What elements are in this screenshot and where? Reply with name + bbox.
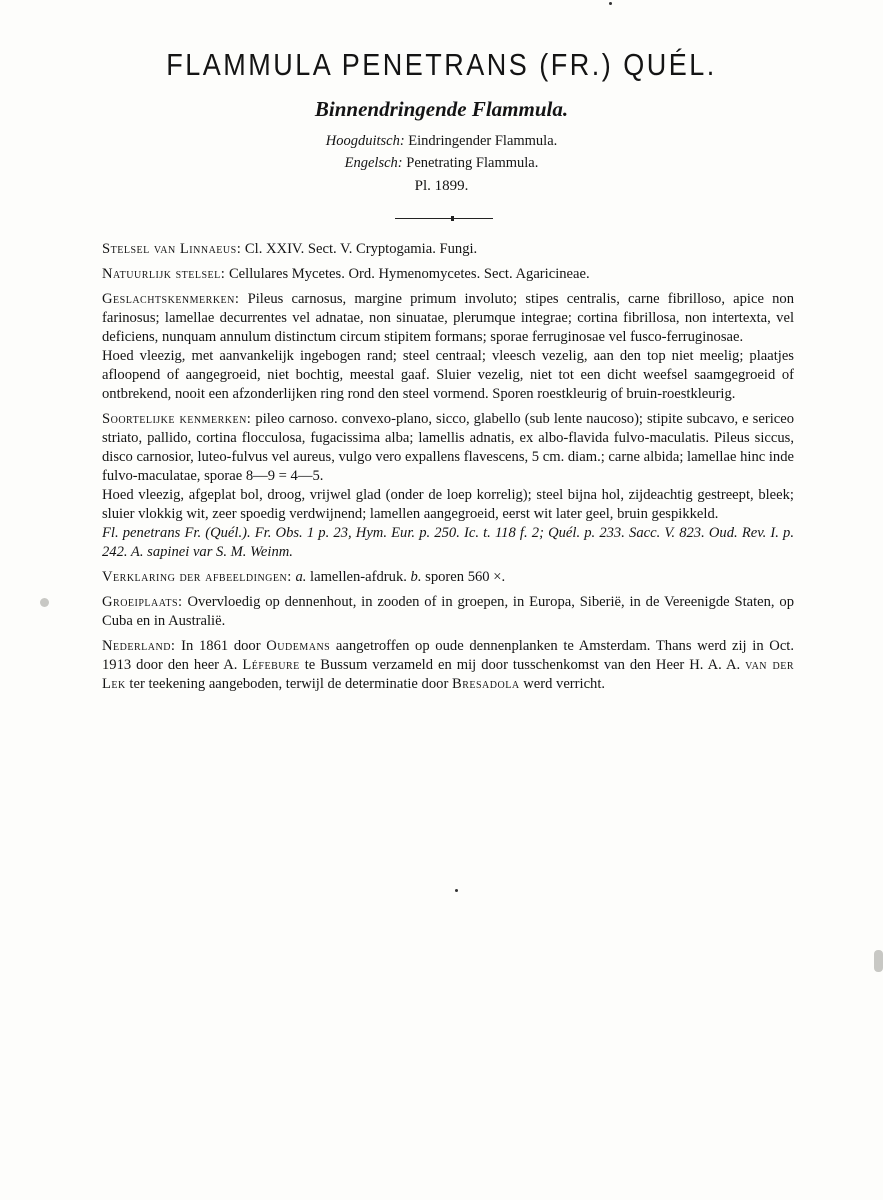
dutch-common-name: Binnendringende Flammula. [314,97,569,121]
paper-speck [609,2,612,5]
name-oudemans: Oudemans [266,638,331,654]
netherlands-text-4: ter teekening aangeboden, terwijl de determinatie door [129,676,449,692]
netherlands-text-3: te Bussum verzameld en mij door tusschenkomst van den Heer H. A. A. [304,657,741,673]
name-lefebure: Léfebure [242,657,300,673]
netherlands-label: Nederland: [102,638,176,654]
genus-latin-text: Pileus carnosus, margine primum involuto; stipes centralis, carne fibrilloso, apice non farinosus; lamellae decurrentes vel adnatae, non sinuatae, plerumque integrae; cortina fibrillosa, non intertexta, vel deficiens, nunquam annulum distinctum circum stipitem formans; sporae ferruginosae vel fusco-ferruginosae. [102,291,794,345]
netherlands-text-2: aangetroffen op oude dennenplanken te Amsterdam. Thans werd zij in Oct. 1913 door den heer A. [102,638,794,673]
linnaeus-label: Stelsel van Linnaeus: [102,241,242,257]
species-dutch-text: Hoed vleezig, afgeplat bol, droog, vrijwel glad (onder de loep korrelig); steel bijna hol, zijdeachtig gestreept, bleek; sluier vlokkig wit, zeer spoedig verdwijnend; lamellen aangegroeid, eerst wit later geel, bruin gespikkeld. [102,487,794,522]
species-dutch-paragraph [102,486,794,524]
species-latin-paragraph [102,410,794,486]
netherlands-paragraph [102,637,794,694]
species-latin-text: pileo carnoso. convexo-plano, sicco, glabello (sub lente naucoso); stipite subcavo, e sericeo striato, pallido, cortina flocculosa, fugacissima alba; lamellis adnatis, ex albo-flavida fulvo-maculatis. Pileus siccus, disco carnosior, luteo-fulvus vel aureus, vulgo vero expallens flavescens, 5 cm. diam.; carne albida; lamellae hinc inde fulvo-maculatae, sporae 8—9 = 4—5. [102,411,794,484]
figures-paragraph [102,568,794,587]
natural-system-text: Cellulares Mycetes. Ord. Hymenomycetes. Sect. Agaricineae. [228,266,590,282]
paper-smudge [40,598,49,607]
german-label: Hoogduitsch: [325,133,405,149]
figure-a-text: lamellen-afdruk. [310,569,407,585]
german-name: Eindringender Flammula. [408,133,558,149]
genus-dutch-paragraph [102,347,794,404]
references-text: Fl. penetrans Fr. (Quél.). Fr. Obs. 1 p. 23, Hym. Eur. p. 250. Ic. t. 118 f. 2; Quél. p. 233. Sacc. V. 823. Oud. Rev. I. p. 242. A. sapinei var S. M. Weinm. [102,525,794,560]
name-bresadola: Bresadola [451,676,520,692]
english-label: Engelsch: [344,155,403,171]
netherlands-text-1: In 1861 door [181,638,261,654]
habitat-text: Overvloedig op dennenhout, in zooden of in groepen, in Europa, Siberië, in de Vereenigde Staten, op Cuba en in Australië. [102,594,794,629]
title-divider [395,218,493,219]
name-van-der-lek: van der Lek [102,657,794,692]
genus-label: Geslachtskenmerken: [102,291,240,307]
natural-system-paragraph [102,265,794,284]
paper-speck [455,889,458,892]
habitat-paragraph [102,593,794,631]
divider-ornament [451,216,454,221]
german-name-line [0,133,883,150]
linnaeus-paragraph [102,240,794,259]
natural-system-label: Natuurlijk stelsel: [102,266,226,282]
page-title: FLAMMULA PENETRANS (FR.) QUÉL. [166,48,717,82]
figure-b-text: sporen 560 ×. [425,569,506,585]
figures-label: Verklaring der afbeeldingen: [102,569,292,585]
paper-edge-mark [874,950,883,972]
english-name-line [0,155,883,172]
figure-b-letter: b. [410,569,422,585]
description-body [102,240,794,700]
plate-number: Pl. 1899. [414,178,469,194]
species-label: Soortelijke kenmerken: [102,411,252,427]
netherlands-text-5: werd verricht. [523,676,606,692]
figure-a-letter: a. [295,569,307,585]
english-name: Penetrating Flammula. [406,155,539,171]
genus-latin-paragraph [102,290,794,347]
genus-dutch-text: Hoed vleezig, met aanvankelijk ingebogen rand; steel centraal; vleesch vezelig, aan den top niet meelig; plaatjes afloopend of aangegroeid, niet bochtig, meestal gaaf. Sluier vezelig, niet tot een dicht weefsel saamgegroeid of ontbrekend, nooit een afzonderlijken ring rond den steel vormend. Sporen roestkleurig of bruin-roestkleurig. [102,348,794,402]
references-paragraph [102,524,794,562]
habitat-label: Groeiplaats: [102,594,183,610]
linnaeus-text: Cl. XXIV. Sect. V. Cryptogamia. Fungi. [244,241,478,257]
